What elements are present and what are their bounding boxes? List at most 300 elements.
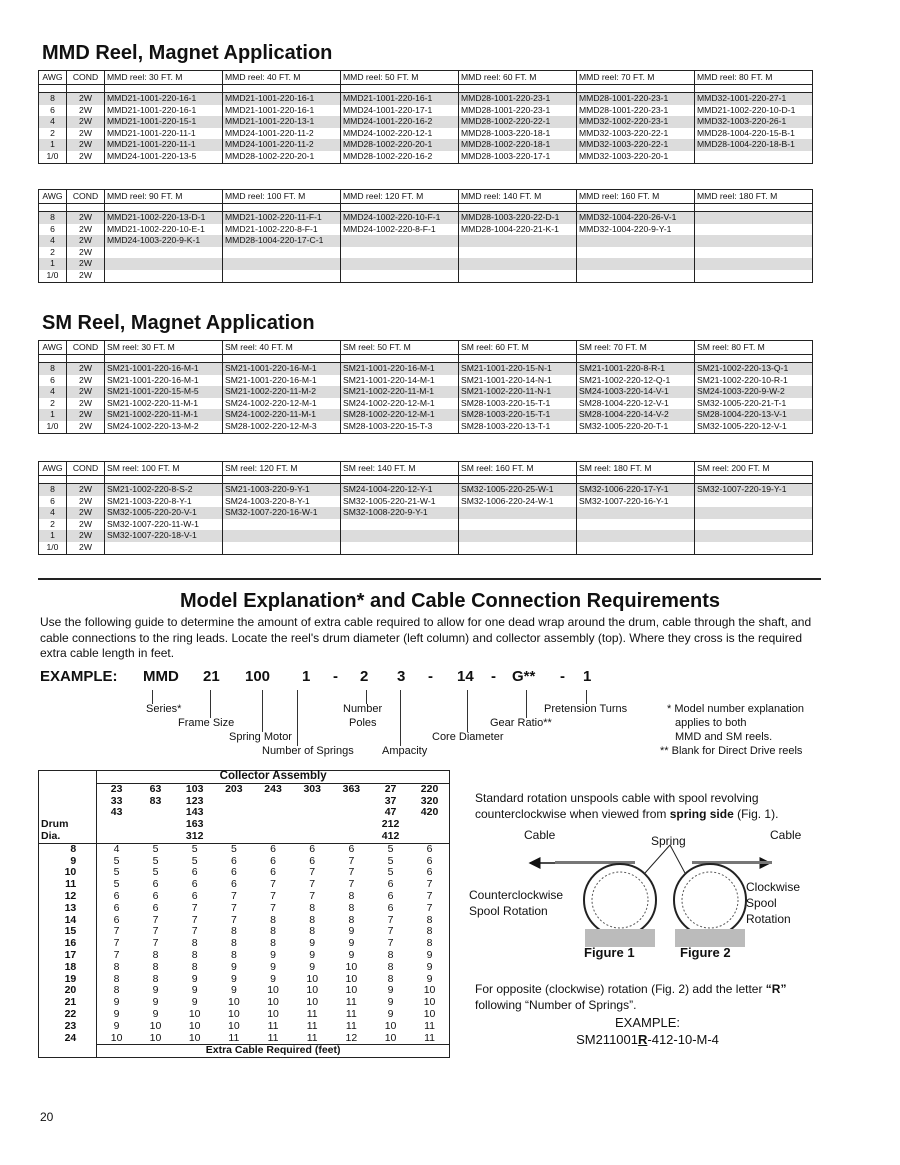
table-row xyxy=(39,116,813,128)
drum-diameter: 9 xyxy=(39,856,97,868)
model-cell xyxy=(577,235,695,247)
spool-left-icon xyxy=(584,864,656,947)
collector-assembly-code xyxy=(97,819,136,831)
model-cell xyxy=(459,519,577,531)
model-cell: SM24-1003-220-14-V-1 xyxy=(577,386,695,398)
drum-diameter: 14 xyxy=(39,915,97,927)
model-cell: MMD24-1001-220-17-1 xyxy=(341,105,459,117)
extra-cable-value: 7 xyxy=(348,866,355,879)
model-cell xyxy=(695,542,813,554)
model-cell: SM28-1003-220-15-T-1 xyxy=(459,398,577,410)
cond-cell: 2W xyxy=(67,235,105,247)
extra-cable-value: 6 xyxy=(191,878,198,891)
extra-cable-value: 8 xyxy=(309,925,316,938)
example-part: G** xyxy=(512,668,536,685)
awg-cell: 1/0 xyxy=(39,151,67,163)
tick-ampacity xyxy=(400,690,401,746)
collector-assembly-code: 47 xyxy=(384,806,397,819)
model-cell: MMD24-1001-220-11-2 xyxy=(223,139,341,151)
reel-length-header: MMD reel: 60 FT. M xyxy=(459,71,577,85)
extra-cable-value: 9 xyxy=(230,960,237,973)
table-row xyxy=(39,484,813,496)
model-cell: SM28-1004-220-12-V-1 xyxy=(577,398,695,410)
model-cell: SM21-1002-220-11-M-1 xyxy=(105,409,223,421)
awg-cell: 6 xyxy=(39,105,67,117)
collector-assembly-code xyxy=(214,796,253,808)
extra-cable-value: 7 xyxy=(230,901,237,914)
drum-diameter: 20 xyxy=(39,985,97,997)
reel-length-header: MMD reel: 80 FT. M xyxy=(695,71,813,85)
model-cell xyxy=(105,270,223,282)
collector-assembly-code: 27 xyxy=(384,782,397,795)
collector-assembly-code: 203 xyxy=(225,782,243,795)
model-cell: MMD32-1003-220-20-1 xyxy=(577,151,695,163)
extra-cable-value: 6 xyxy=(426,842,433,855)
collector-assembly-code xyxy=(214,819,253,831)
reel-length-header: MMD reel: 90 FT. M xyxy=(105,190,223,204)
cw-label-1: Clockwise xyxy=(746,880,801,894)
awg-cell: 4 xyxy=(39,386,67,398)
extra-cable-value: 8 xyxy=(348,901,355,914)
extra-cable-value: 6 xyxy=(152,889,159,902)
extra-cable-value: 9 xyxy=(426,948,433,961)
model-cell xyxy=(223,258,341,270)
model-cell: MMD24-1002-220-12-1 xyxy=(341,128,459,140)
extra-cable-value: 8 xyxy=(426,925,433,938)
extra-cable-value: 8 xyxy=(191,948,198,961)
model-cell: SM24-1002-220-13-M-2 xyxy=(105,421,223,433)
extra-cable-value: 7 xyxy=(309,889,316,902)
extra-cable-value: 7 xyxy=(348,878,355,891)
collector-assembly-code xyxy=(293,831,332,843)
model-cell xyxy=(695,258,813,270)
collector-assembly-code: 103 xyxy=(185,782,204,795)
extra-cable-value: 6 xyxy=(426,866,433,879)
reel-length-header: SM reel: 80 FT. M xyxy=(695,341,813,355)
extra-cable-value: 6 xyxy=(113,901,120,914)
drum-diameter: 24 xyxy=(39,1033,97,1045)
sm-reel-table-2 xyxy=(38,461,813,555)
model-cell xyxy=(223,247,341,259)
model-cell: SM21-1001-220-15-N-1 xyxy=(459,363,577,375)
reel-length-header: MMD reel: 160 FT. M xyxy=(577,190,695,204)
model-cell xyxy=(577,507,695,519)
cond-cell: 2W xyxy=(67,398,105,410)
model-cell: SM32-1007-220-16-Y-1 xyxy=(577,496,695,508)
model-cell: SM32-1005-220-21-T-1 xyxy=(695,398,813,410)
model-cell: MMD21-1002-220-11-F-1 xyxy=(223,212,341,224)
extra-cable-value: 6 xyxy=(113,889,120,902)
collector-assembly-code: 212 xyxy=(381,818,400,831)
collector-assembly-code: 23 xyxy=(110,782,123,795)
page-number: 20 xyxy=(40,1110,54,1124)
table-row xyxy=(39,212,813,224)
note-2: applies to both xyxy=(675,717,747,729)
table-row xyxy=(39,891,450,903)
extra-cable-value: 5 xyxy=(113,854,120,867)
model-cell xyxy=(223,519,341,531)
cond-cell: 2W xyxy=(67,105,105,117)
model-cell: MMD28-1002-220-16-2 xyxy=(341,151,459,163)
note-3: MMD and SM reels. xyxy=(675,731,773,743)
model-cell: SM21-1003-220-9-Y-1 xyxy=(223,484,341,496)
model-cell xyxy=(577,542,695,554)
cond-cell: 2W xyxy=(67,409,105,421)
model-cell: SM32-1006-220-24-W-1 xyxy=(459,496,577,508)
model-cell: MMD28-1003-220-18-1 xyxy=(459,128,577,140)
model-cell: SM24-1004-220-12-Y-1 xyxy=(341,484,459,496)
example-part: - xyxy=(491,668,496,685)
extra-cable-value: 9 xyxy=(152,984,159,997)
model-cell: SM32-1005-220-20-V-1 xyxy=(105,507,223,519)
model-cell: SM24-1003-220-9-W-2 xyxy=(695,386,813,398)
drum-diameter: 22 xyxy=(39,1009,97,1021)
model-cell: MMD21-1001-220-16-1 xyxy=(105,105,223,117)
table-row xyxy=(39,421,813,433)
extra-cable-value: 9 xyxy=(309,948,316,961)
drum-diameter: 23 xyxy=(39,1021,97,1033)
extra-cable-value: 10 xyxy=(423,1007,436,1020)
awg-cell: 6 xyxy=(39,224,67,236)
note-4: ** Blank for Direct Drive reels xyxy=(660,745,803,757)
extra-cable-value: 9 xyxy=(152,1007,159,1020)
extra-cable-value: 10 xyxy=(149,1019,162,1032)
collector-assembly-code xyxy=(410,831,449,843)
extra-cable-value: 8 xyxy=(230,925,237,938)
awg-cell: 4 xyxy=(39,116,67,128)
extra-cable-value: 11 xyxy=(306,1019,318,1032)
model-cell: SM24-1002-220-12-M-1 xyxy=(223,398,341,410)
extra-cable-value: 11 xyxy=(345,996,357,1009)
extra-cable-value: 6 xyxy=(191,866,198,879)
model-cell: MMD32-1003-220-22-1 xyxy=(577,139,695,151)
model-cell: SM21-1002-220-11-M-1 xyxy=(105,398,223,410)
extra-cable-value: 10 xyxy=(228,996,240,1009)
cw-label-2: Spool xyxy=(746,896,777,910)
spool-right-icon xyxy=(674,864,746,947)
awg-cell: 8 xyxy=(39,363,67,375)
model-cell: MMD21-1001-220-11-1 xyxy=(105,128,223,140)
model-cell xyxy=(223,530,341,542)
model-cell: MMD28-1002-220-18-1 xyxy=(459,139,577,151)
model-cell: MMD28-1004-220-15-B-1 xyxy=(695,128,813,140)
table-row xyxy=(39,1033,450,1045)
model-cell: MMD21-1002-220-10-E-1 xyxy=(105,224,223,236)
cw-label-3: Rotation xyxy=(746,912,791,926)
cond-cell: 2W xyxy=(67,212,105,224)
cond-cell: 2W xyxy=(67,224,105,236)
extra-cable-value: 10 xyxy=(384,1031,397,1044)
model-cell: SM21-1003-220-8-Y-1 xyxy=(105,496,223,508)
table-row xyxy=(39,270,813,282)
extra-cable-value: 10 xyxy=(149,1031,162,1044)
model-cell: MMD21-1001-220-16-1 xyxy=(223,93,341,105)
cond-cell: 2W xyxy=(67,116,105,128)
table-row xyxy=(39,375,813,387)
model-cell xyxy=(341,247,459,259)
extra-cable-value: 6 xyxy=(387,901,394,914)
reel-length-header: MMD reel: 120 FT. M xyxy=(341,190,459,204)
extra-cable-value: 6 xyxy=(387,889,394,902)
awg-header: AWG xyxy=(39,71,67,85)
model-cell: SM32-1007-220-11-W-1 xyxy=(105,519,223,531)
collector-assembly-code: 163 xyxy=(185,818,204,831)
label-gear-ratio: Gear Ratio** xyxy=(490,717,552,729)
model-cell: SM21-1002-220-11-N-1 xyxy=(459,386,577,398)
extra-cable-value: 7 xyxy=(113,948,120,961)
extra-cable-value: 6 xyxy=(309,854,316,867)
table-row xyxy=(39,139,813,151)
extra-cable-value: 6 xyxy=(348,842,355,855)
extra-cable-value: 7 xyxy=(426,901,433,914)
model-cell xyxy=(459,270,577,282)
reel-length-header: MMD reel: 30 FT. M xyxy=(105,71,223,85)
example-part: MMD xyxy=(143,668,179,685)
table-row xyxy=(39,105,813,117)
collector-assembly-code xyxy=(410,819,449,831)
extra-cable-value: 9 xyxy=(270,960,276,973)
cond-cell: 2W xyxy=(67,421,105,433)
collector-assembly-code xyxy=(332,819,371,831)
model-cell: SM28-1002-220-12-M-3 xyxy=(223,421,341,433)
model-cell: SM21-1001-220-16-M-1 xyxy=(105,363,223,375)
extra-cable-value: 7 xyxy=(191,925,198,938)
extra-cable-value: 8 xyxy=(426,913,433,926)
rotation-example-model: SM211001R-412-10-M-4 xyxy=(576,1032,719,1047)
extra-cable-value: 8 xyxy=(152,972,159,985)
extra-cable-value: 5 xyxy=(387,866,394,879)
reel-length-header: SM reel: 50 FT. M xyxy=(341,341,459,355)
extra-cable-value: 8 xyxy=(230,937,237,950)
extra-cable-value: 10 xyxy=(267,984,279,997)
extra-cable-value: 7 xyxy=(152,913,159,926)
extra-cable-value: 9 xyxy=(387,996,394,1009)
extra-cable-value: 7 xyxy=(230,889,237,902)
extra-cable-value: 9 xyxy=(426,972,433,985)
model-cell xyxy=(105,258,223,270)
model-cell xyxy=(695,151,813,163)
table-row xyxy=(39,258,813,270)
collector-assembly-code xyxy=(253,819,292,831)
extra-cable-value: 9 xyxy=(387,1007,394,1020)
model-cell: MMD21-1001-220-11-1 xyxy=(105,139,223,151)
collector-assembly-code xyxy=(214,831,253,843)
explanation-intro: Use the following guide to determine the amount of extra cable required to allow for one dead wrap around the drum, cable through the shaft, and cable connections to the ring leads. Locate the reel's drum diameter (left column) and collector assembly (top). Where they cross is the required extra cable length in feet. xyxy=(40,615,812,660)
model-cell xyxy=(459,542,577,554)
extra-cable-value: 7 xyxy=(113,925,120,938)
table-row xyxy=(39,962,450,974)
reel-length-header: MMD reel: 140 FT. M xyxy=(459,190,577,204)
collector-assembly-code: 83 xyxy=(149,794,162,807)
cond-cell: 2W xyxy=(67,519,105,531)
extra-cable-value: 6 xyxy=(426,854,433,867)
model-cell xyxy=(695,270,813,282)
table-row xyxy=(39,843,450,855)
extra-cable-value: 8 xyxy=(387,948,394,961)
collector-assembly-code: 43 xyxy=(110,806,123,819)
drum-diameter: 16 xyxy=(39,938,97,950)
model-cell: MMD21-1001-220-16-1 xyxy=(105,93,223,105)
extra-cable-value: 10 xyxy=(228,1019,240,1032)
cond-cell: 2W xyxy=(67,270,105,282)
cond-header: COND xyxy=(67,341,105,355)
model-cell: MMD24-1001-220-13-5 xyxy=(105,151,223,163)
model-cell: SM21-1002-220-12-Q-1 xyxy=(577,375,695,387)
awg-cell: 2 xyxy=(39,519,67,531)
collector-assembly-code: 320 xyxy=(420,794,439,807)
model-cell xyxy=(577,519,695,531)
extra-cable-value: 10 xyxy=(306,984,319,997)
model-cell: SM21-1001-220-16-M-1 xyxy=(341,363,459,375)
model-cell: MMD28-1004-220-18-B-1 xyxy=(695,139,813,151)
model-cell: MMD28-1003-220-17-1 xyxy=(459,151,577,163)
extra-cable-value: 10 xyxy=(228,1007,240,1020)
collector-assembly-code: 243 xyxy=(264,782,282,795)
model-cell xyxy=(577,530,695,542)
extra-cable-value: 7 xyxy=(113,937,120,950)
extra-cable-value: 6 xyxy=(230,878,237,891)
awg-cell: 1 xyxy=(39,258,67,270)
table-row xyxy=(39,903,450,915)
model-cell: SM21-1002-220-11-M-2 xyxy=(223,386,341,398)
extra-cable-value: 7 xyxy=(270,901,276,914)
example-part: 1 xyxy=(583,668,592,685)
cond-cell: 2W xyxy=(67,542,105,554)
model-cell: SM21-1002-220-8-S-2 xyxy=(105,484,223,496)
model-cell xyxy=(105,542,223,554)
extra-cable-value: 6 xyxy=(309,842,316,855)
model-cell xyxy=(695,519,813,531)
spring-label: Spring xyxy=(651,834,686,848)
table-row xyxy=(39,1021,450,1033)
extra-cable-value: 10 xyxy=(306,996,319,1009)
extra-cable-value: 6 xyxy=(113,913,120,926)
model-cell: MMD28-1002-220-20-1 xyxy=(223,151,341,163)
drum-diameter: 10 xyxy=(39,867,97,879)
collector-assembly-table xyxy=(38,770,450,1058)
extra-cable-value: 8 xyxy=(270,913,276,926)
reel-length-header: SM reel: 60 FT. M xyxy=(459,341,577,355)
extra-cable-value: 6 xyxy=(230,866,237,879)
example-part: - xyxy=(333,668,338,685)
extra-cable-value: 7 xyxy=(426,878,433,891)
awg-cell: 4 xyxy=(39,507,67,519)
model-cell: MMD21-1002-220-13-D-1 xyxy=(105,212,223,224)
tick-frame xyxy=(210,690,211,718)
model-cell: MMD28-1004-220-17-C-1 xyxy=(223,235,341,247)
model-cell: MMD24-1001-220-16-2 xyxy=(341,116,459,128)
cond-header: COND xyxy=(67,71,105,85)
extra-cable-value: 7 xyxy=(387,937,394,950)
awg-cell: 4 xyxy=(39,235,67,247)
model-cell: SM28-1004-220-14-V-2 xyxy=(577,409,695,421)
model-cell: MMD28-1002-220-20-1 xyxy=(341,139,459,151)
extra-cable-value: 8 xyxy=(113,984,120,997)
model-cell: MMD24-1002-220-10-F-1 xyxy=(341,212,459,224)
model-cell: MMD32-1004-220-9-Y-1 xyxy=(577,224,695,236)
mmd-reel-table-1 xyxy=(38,70,813,164)
model-cell xyxy=(695,247,813,259)
model-cell: SM21-1001-220-14-N-1 xyxy=(459,375,577,387)
example-label: EXAMPLE: xyxy=(40,668,118,685)
collector-assembly-code xyxy=(332,807,371,819)
awg-cell: 1 xyxy=(39,530,67,542)
extra-cable-value: 10 xyxy=(267,1007,279,1020)
extra-cable-value: 12 xyxy=(345,1031,358,1044)
model-cell xyxy=(341,258,459,270)
drum-diameter: 15 xyxy=(39,926,97,938)
extra-cable-value: 10 xyxy=(423,996,436,1009)
cond-cell: 2W xyxy=(67,386,105,398)
table-row xyxy=(39,1009,450,1021)
cond-cell: 2W xyxy=(67,258,105,270)
model-cell xyxy=(459,530,577,542)
drum-diameter: 13 xyxy=(39,903,97,915)
cond-header: COND xyxy=(67,190,105,204)
reel-length-header: SM reel: 100 FT. M xyxy=(105,462,223,476)
reel-length-header: MMD reel: 180 FT. M xyxy=(695,190,813,204)
extra-cable-value: 7 xyxy=(152,937,159,950)
model-cell xyxy=(459,507,577,519)
reel-length-header: MMD reel: 50 FT. M xyxy=(341,71,459,85)
model-cell xyxy=(695,212,813,224)
model-cell xyxy=(223,270,341,282)
example-part: 100 xyxy=(245,668,271,685)
model-cell: SM32-1005-220-12-V-1 xyxy=(695,421,813,433)
drum-diameter: 11 xyxy=(39,879,97,891)
extra-cable-value: 8 xyxy=(426,937,433,950)
cable-label-left: Cable xyxy=(524,828,556,842)
extra-cable-value: 10 xyxy=(267,996,279,1009)
extra-cable-value: 8 xyxy=(387,960,394,973)
model-cell: SM32-1008-220-9-Y-1 xyxy=(341,507,459,519)
extra-cable-value: 10 xyxy=(306,972,319,985)
collector-assembly-code: 143 xyxy=(185,806,204,819)
extra-cable-value: 9 xyxy=(113,996,120,1009)
model-cell: SM21-1001-220-15-M-5 xyxy=(105,386,223,398)
reel-length-header: SM reel: 70 FT. M xyxy=(577,341,695,355)
example-part: - xyxy=(560,668,565,685)
model-cell: MMD24-1001-220-11-2 xyxy=(223,128,341,140)
awg-cell: 1/0 xyxy=(39,421,67,433)
model-cell: SM21-1001-220-14-M-1 xyxy=(341,375,459,387)
extra-cable-value: 6 xyxy=(152,901,159,914)
collector-assembly-code xyxy=(136,807,175,819)
extra-cable-value: 5 xyxy=(387,842,394,855)
extra-cable-value: 8 xyxy=(113,972,120,985)
model-cell: SM32-1005-220-20-T-1 xyxy=(577,421,695,433)
mmd-section-title: MMD Reel, Magnet Application xyxy=(42,42,333,64)
model-cell xyxy=(577,247,695,259)
model-cell xyxy=(341,519,459,531)
drum-dia-label xyxy=(39,796,97,808)
extra-cable-value: 10 xyxy=(345,972,358,985)
label-frame-size: Frame Size xyxy=(178,717,235,729)
model-cell xyxy=(695,507,813,519)
extra-cable-value: 10 xyxy=(423,984,436,997)
example-part: 2 xyxy=(360,668,369,685)
model-cell xyxy=(341,235,459,247)
collector-assembly-code xyxy=(97,831,136,843)
note-1: * Model number explanation xyxy=(667,703,804,715)
table-row xyxy=(39,507,813,519)
ccw-label-2: Spool Rotation xyxy=(469,904,548,918)
collector-assembly-code xyxy=(253,807,292,819)
extra-cable-value: 9 xyxy=(348,925,355,938)
reel-length-header: SM reel: 160 FT. M xyxy=(459,462,577,476)
model-cell xyxy=(695,224,813,236)
extra-cable-value: 7 xyxy=(387,913,394,926)
